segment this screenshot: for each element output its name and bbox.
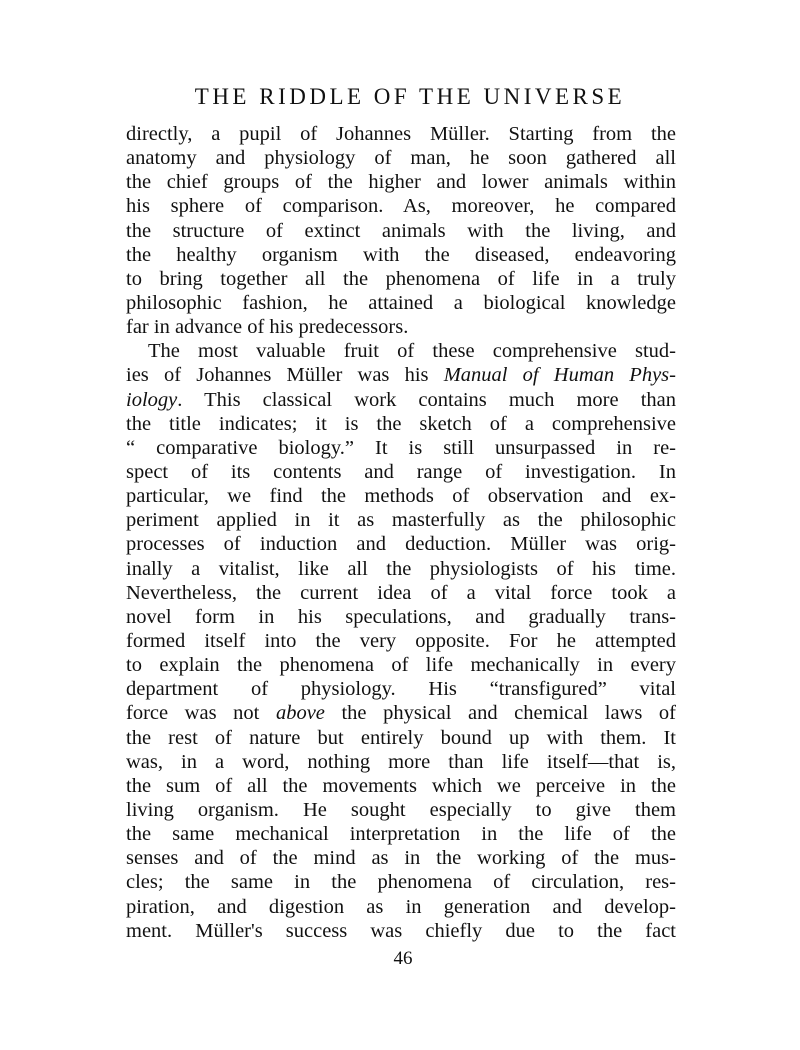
text-run: department of physiology. His “transfigured” vital <box>126 678 676 701</box>
text-run: the title indicates; it is the sketch of a comprehensive <box>126 412 676 435</box>
text-line <box>126 363 676 387</box>
body-text <box>126 122 676 943</box>
text-line <box>126 388 676 412</box>
text-run: the same mechanical interpretation in the life of the <box>126 823 676 846</box>
text-line <box>126 822 676 846</box>
text-run: force was not <box>126 702 276 725</box>
text-line <box>126 557 676 581</box>
text-line <box>126 895 676 919</box>
text-run: processes of induction and deduction. Müller was orig- <box>126 533 676 556</box>
text-run: to explain the phenomena of life mechanically in every <box>126 654 676 677</box>
text-line <box>126 870 676 894</box>
text-line <box>126 412 676 436</box>
text-line <box>126 291 676 315</box>
text-run: piration, and digestion as in generation and develop- <box>126 895 676 918</box>
italic-text: Manual of Human Phys- <box>443 364 676 387</box>
text-run: was, in a word, nothing more than life itself—that is, <box>126 750 676 773</box>
running-head <box>0 82 800 112</box>
text-line <box>126 726 676 750</box>
text-line <box>126 315 676 339</box>
text-run: directly, a pupil of Johannes Müller. Starting from the <box>126 123 676 145</box>
text-line <box>126 846 676 870</box>
text-run: the structure of extinct animals with the living, and <box>126 219 676 242</box>
text-run: “ comparative biology.” It is still unsurpassed in re- <box>126 436 676 459</box>
text-line <box>126 339 676 363</box>
text-line <box>126 267 676 291</box>
text-run: periment applied in it as masterfully as the philosophic <box>126 509 676 532</box>
text-line <box>126 194 676 218</box>
text-run: cles; the same in the phenomena of circulation, res- <box>126 871 676 894</box>
text-run: novel form in his speculations, and gradually trans- <box>126 605 676 628</box>
text-line <box>126 146 676 170</box>
text-line <box>126 629 676 653</box>
page-number <box>0 947 800 971</box>
text-run: ies of Johannes Müller was his <box>126 364 444 387</box>
text-line <box>126 484 676 508</box>
running-head-text: THE RIDDLE OF THE UNIVERSE <box>194 84 626 109</box>
text-line <box>126 170 676 194</box>
text-line <box>126 798 676 822</box>
text-line <box>126 122 676 146</box>
text-line <box>126 532 676 556</box>
text-run: anatomy and physiology of man, he soon gathered all <box>126 147 676 170</box>
text-run: inally a vitalist, like all the physiologists of his time. <box>126 557 676 580</box>
text-run: spect of its contents and range of investigation. In <box>126 460 676 483</box>
text-run: formed itself into the very opposite. For he attempted <box>126 629 676 652</box>
text-run: the physical and chemical laws of <box>324 702 676 725</box>
text-run: the chief groups of the higher and lower animals within <box>126 171 676 194</box>
text-run: the rest of nature but entirely bound up with them. It <box>126 726 676 749</box>
text-run: the healthy organism with the diseased, endeavoring <box>126 243 676 266</box>
text-line <box>126 677 676 701</box>
text-line <box>126 653 676 677</box>
text-line <box>126 701 676 725</box>
text-run: far in advance of his predecessors. <box>126 316 409 339</box>
text-line <box>126 219 676 243</box>
text-line <box>126 243 676 267</box>
text-line <box>126 508 676 532</box>
text-run: ment. Müller's success was chiefly due to the fact <box>126 919 676 942</box>
text-run: senses and of the mind as in the working of the mus- <box>126 847 676 870</box>
text-run: . This classical work contains much more than <box>177 388 676 411</box>
text-run: philosophic fashion, he attained a biological knowledge <box>126 291 676 314</box>
text-line <box>126 605 676 629</box>
italic-text: above <box>275 702 325 725</box>
text-line <box>126 581 676 605</box>
text-run: particular, we find the methods of observation and ex- <box>126 485 676 508</box>
text-line <box>126 436 676 460</box>
text-line <box>126 750 676 774</box>
text-run: to bring together all the phenomena of life in a truly <box>126 267 676 290</box>
text-line <box>126 919 676 943</box>
text-line <box>126 460 676 484</box>
text-run: his sphere of comparison. As, moreover, he compared <box>126 195 676 218</box>
text-line <box>126 774 676 798</box>
page-number-text: 46 <box>393 948 413 969</box>
text-run: living organism. He sought especially to give them <box>126 798 676 821</box>
text-run: Nevertheless, the current idea of a vital force took a <box>126 581 676 604</box>
text-run: The most valuable fruit of these comprehensive stud- <box>148 340 676 363</box>
text-run: the sum of all the movements which we perceive in the <box>126 774 676 797</box>
italic-text: iology <box>126 388 178 411</box>
